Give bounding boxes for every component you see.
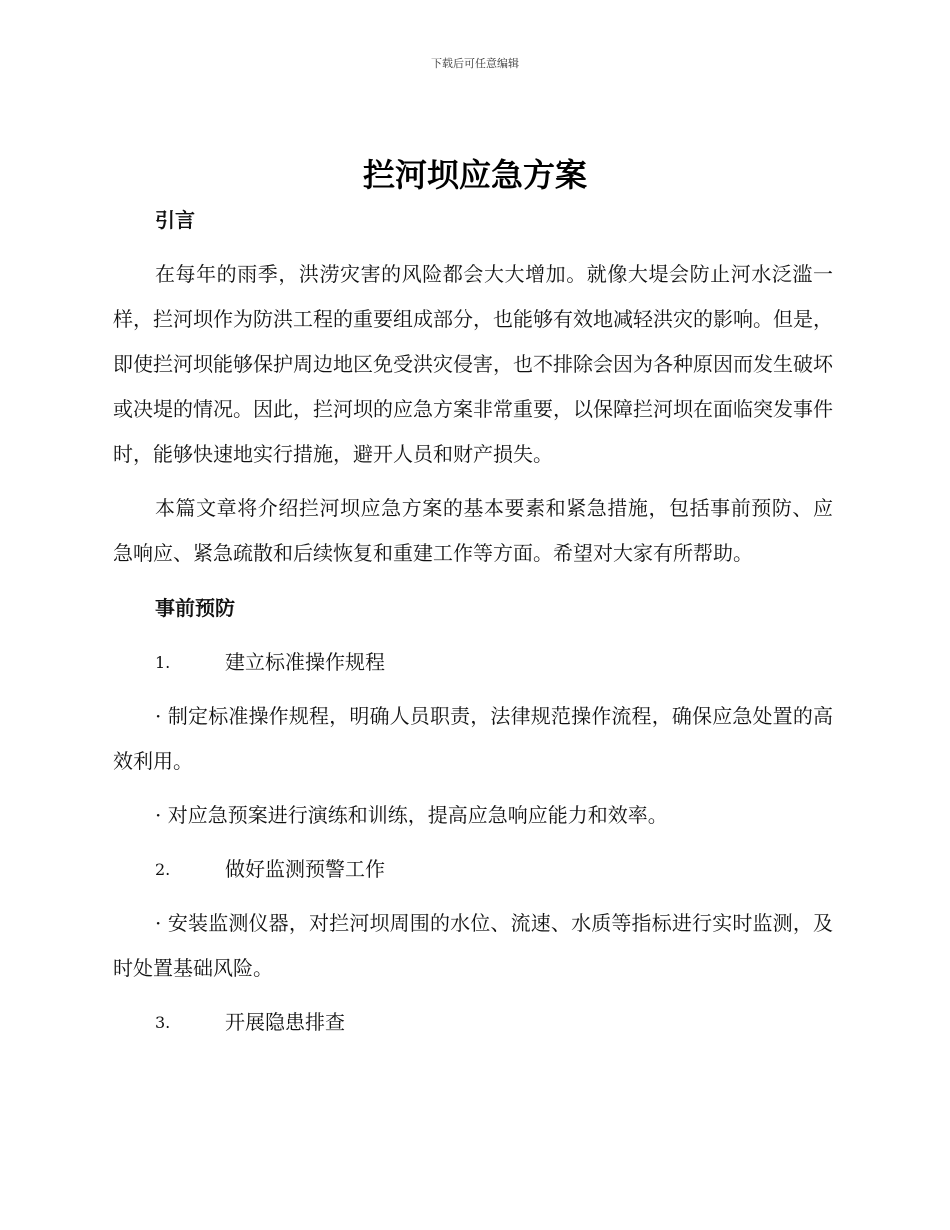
document-title: 拦河坝应急方案 [362, 156, 587, 194]
item-label: 开展隐患排查 [225, 1010, 345, 1034]
intro-paragraph-2: 本篇文章将介绍拦河坝应急方案的基本要素和紧急措施，包括事前预防、应急响应、紧急疏散和后续恢复和重建工作等方面。希望对大家有所帮助。 [113, 496, 833, 565]
numbered-item-1 [113, 640, 833, 685]
bullet-paragraph: · 对应急预案进行演练和训练，提高应急响应能力和效率。 [155, 803, 668, 827]
item-number: 3. [155, 1013, 171, 1032]
prevention-heading: 事前预防 [155, 596, 235, 620]
item-label: 做好监测预警工作 [225, 857, 385, 881]
document-body [113, 198, 833, 1045]
intro-paragraph-1: 在每年的雨季，洪涝灾害的风险都会大大增加。就像大堤会防止河水泛滥一样，拦河坝作为防洪工程的重要组成部分，也能够有效地减轻洪灾的影响。但是，即使拦河坝能够保护周边地区免受洪灾侵害，也不排除会因为各种原因而发生破坏或决堤的情况。因此，拦河坝的应急方案非常重要，以保障拦河坝在面临突发事件时，能够快速地实行措施，避开人员和财产损失。 [113, 262, 833, 466]
numbered-item-3 [113, 1000, 833, 1045]
bullet-paragraph: · 制定标准操作规程，明确人员职责，法律规范操作流程，确保应急处置的高效利用。 [113, 704, 833, 773]
header-note: 下载后可任意编辑 [431, 57, 519, 70]
numbered-item-2 [113, 847, 833, 892]
bullet-paragraph: · 安装监测仪器，对拦河坝周围的水位、流速、水质等指标进行实时监测，及时处置基础风险。 [113, 911, 833, 980]
item-number: 2. [155, 860, 171, 879]
item-number: 1. [155, 653, 171, 672]
item-label: 建立标准操作规程 [225, 650, 385, 674]
intro-heading: 引言 [155, 208, 195, 232]
